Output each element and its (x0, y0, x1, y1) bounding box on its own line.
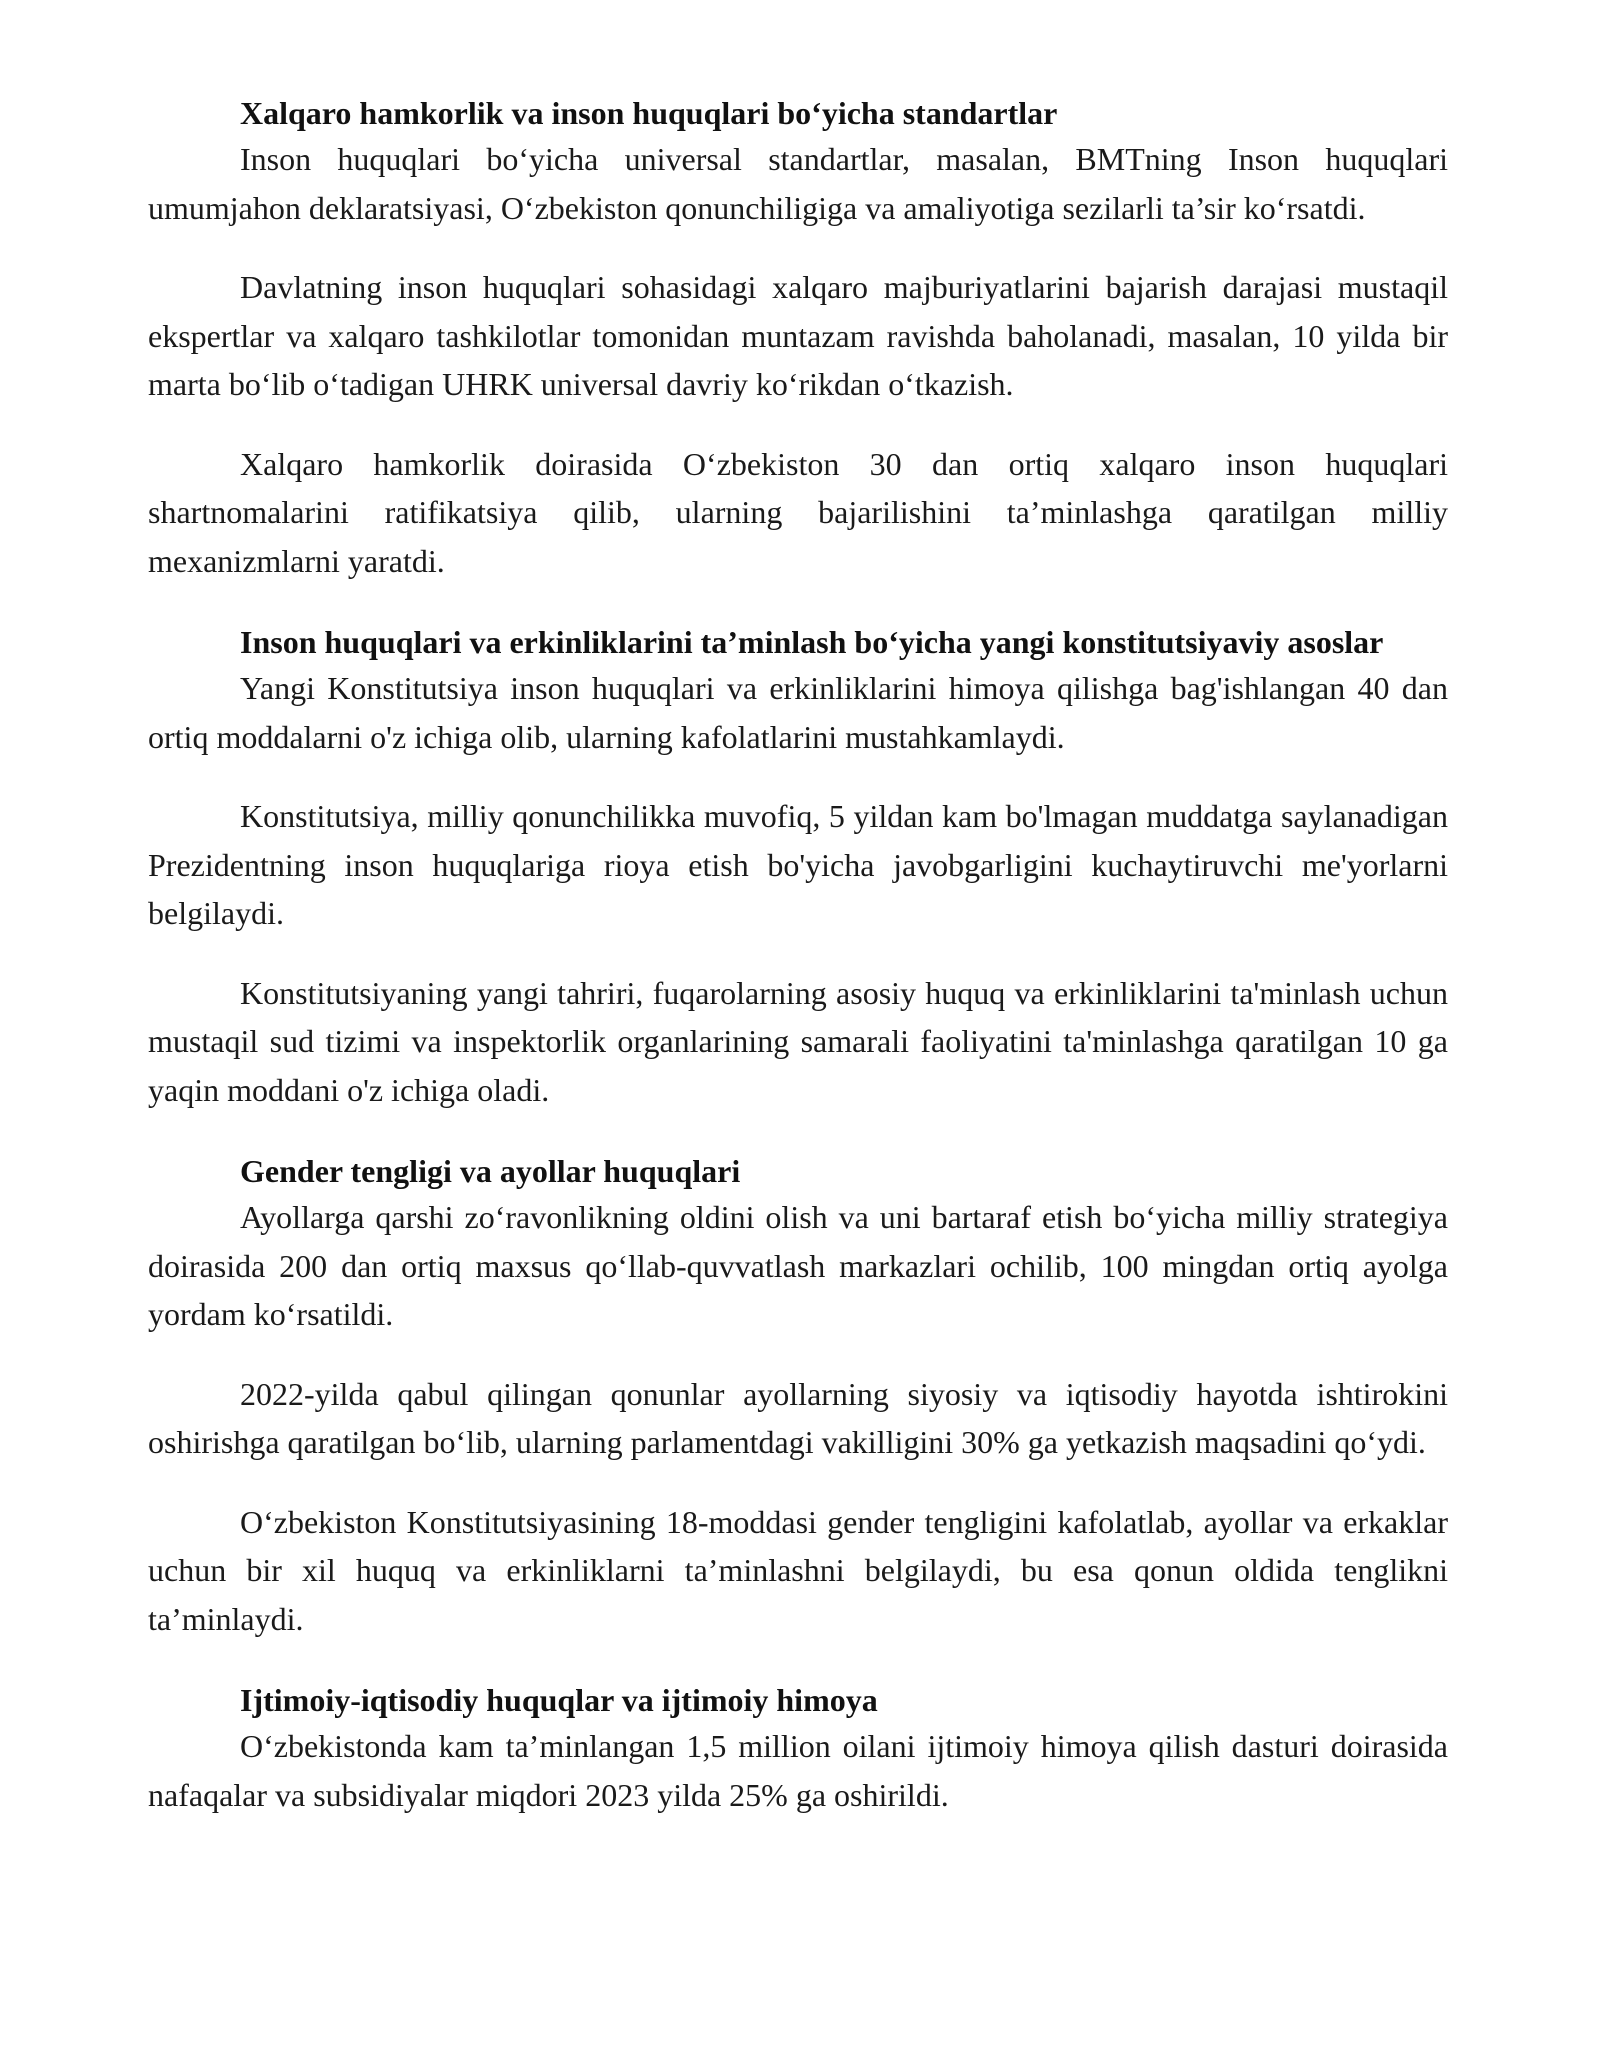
paragraph: 2022-yilda qabul qilingan qonunlar ayollarning siyosiy va iqtisodiy hayotda ishtirokini oshirishga qaratilgan bo‘lib, ularning parlamentdagi vakilligini 30% ga yetkazish maqsadini qo‘ydi. (148, 1375, 1448, 1460)
section-heading: Inson huquqlari va erkinliklarini ta’minlash bo‘yicha yangi konstitutsiyaviy asoslar (240, 624, 1384, 660)
paragraph: O‘zbekiston Konstitutsiyasining 18-moddasi gender tengligini kafolatlab, ayollar va erkaklar uchun bir xil huquq va erkinliklarni ta’minlashni belgilaydi, bu esa qonun oldida tenglikni ta’minlaydi. (148, 1503, 1448, 1637)
paragraph: Inson huquqlari bo‘yicha universal standartlar, masalan, BMTning Inson huquqlari umumjahon deklaratsiyasi, O‘zbekiston qonunchiligiga va amaliyotiga sezilarli ta’sir ko‘rsatdi. (148, 141, 1448, 226)
paragraph: Ayollarga qarshi zo‘ravonlikning oldini olish va uni bartaraf etish bo‘yicha milliy strategiya doirasida 200 dan ortiq maxsus qo‘llab-quvvatlash markazlari ochilib, 100 mingdan ortiq ayolga yordam ko‘rsatildi. (148, 1199, 1448, 1332)
paragraph: Yangi Konstitutsiya inson huquqlari va erkinliklarini himoya qilishga bag'ishlangan 40 dan ortiq moddalarni o'z ichiga olib, ularning kafolatlarini mustahkamlaydi. (148, 670, 1448, 755)
paragraph: O‘zbekistonda kam ta’minlangan 1,5 million oilani ijtimoiy himoya qilish dasturi doirasida nafaqalar va subsidiyalar miqdori 2023 yilda 25% ga oshirildi. (148, 1728, 1448, 1813)
paragraph: Konstitutsiyaning yangi tahriri, fuqarolarning asosiy huquq va erkinliklarini ta'minlash uchun mustaqil sud tizimi va inspektorlik organlarining samarali faoliyatini ta'minlashga qaratilgan 10 ga yaqin moddani o'z ichiga oladi. (148, 974, 1448, 1108)
section-gender-equality (148, 1150, 1448, 1643)
document-page (148, 92, 1448, 1819)
section-constitutional-foundations (148, 621, 1448, 1114)
paragraph: Xalqaro hamkorlik doirasida O‘zbekiston 30 dan ortiq xalqaro inson huquqlari shartnomalarini ratifikatsiya qilib, ularning bajarilishini ta’minlashga qaratilgan milliy mexanizmlarni yaratdi. (148, 445, 1448, 579)
paragraph: Konstitutsiya, milliy qonunchilikka muvofiq, 5 yildan kam bo'lmagan muddatga saylanadigan Prezidentning inson huquqlariga rioya etish bo'yicha javobgarligini kuchaytiruvchi me'yorlarni belgilaydi. (148, 798, 1448, 931)
section-heading: Gender tengligi va ayollar huquqlari (240, 1153, 741, 1189)
paragraph: Davlatning inson huquqlari sohasidagi xalqaro majburiyatlarini bajarish darajasi mustaqil ekspertlar va xalqaro tashkilotlar tomonidan muntazam ravishda baholanadi, masalan, 10 yilda bir marta bo‘lib o‘tadigan UHRK universal davriy ko‘rikdan o‘tkazish. (148, 269, 1448, 402)
section-heading: Xalqaro hamkorlik va inson huquqlari bo‘yicha standartlar (240, 95, 1058, 131)
section-international-cooperation (148, 92, 1448, 585)
section-heading: Ijtimoiy-iqtisodiy huquqlar va ijtimoiy himoya (240, 1682, 878, 1718)
section-social-economic-rights (148, 1679, 1448, 1819)
